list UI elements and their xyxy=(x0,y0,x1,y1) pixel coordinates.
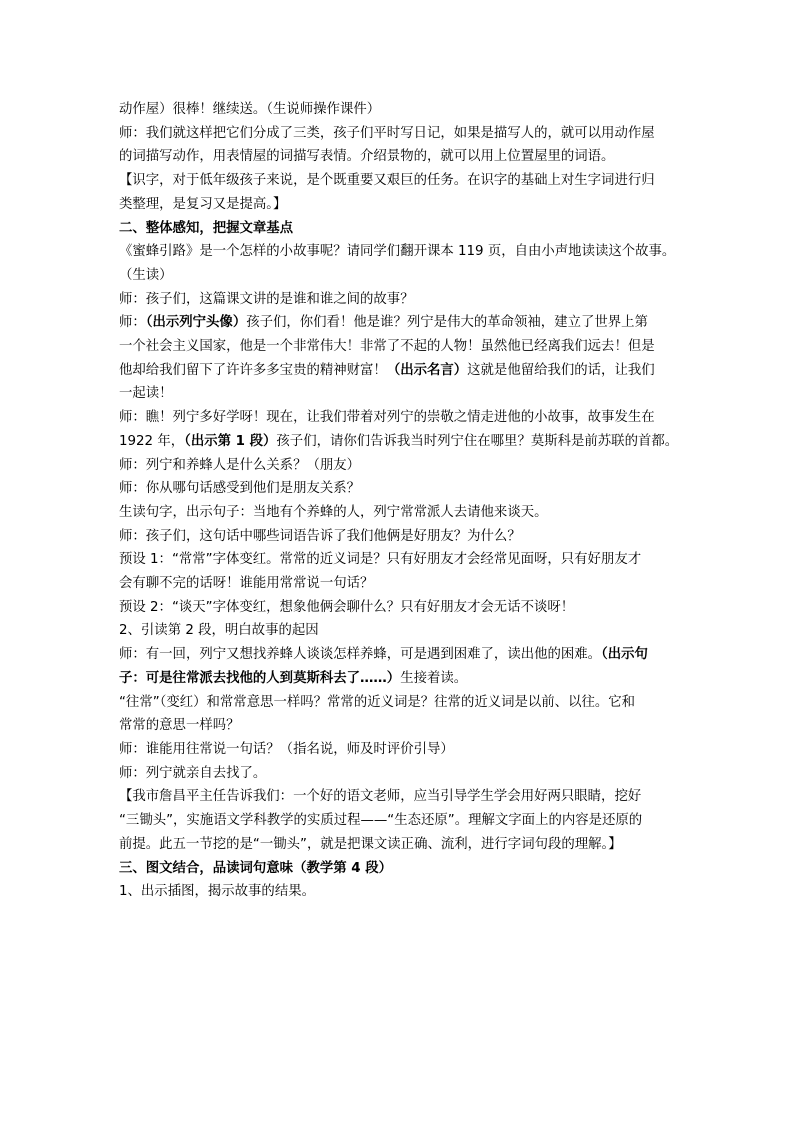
text-run: 孩子们，你们看！他是谁？列宁是伟大的革命领袖，建立了世界上第 xyxy=(246,315,648,331)
text-line: （生读） xyxy=(119,267,173,283)
section-heading: 二、整体感知，把握文章基点 xyxy=(119,220,294,236)
text-line: 会有聊不完的话呀！谁能用常常说一句话？ xyxy=(119,576,374,592)
text-line xyxy=(119,667,679,691)
text-line: 2、引读第 2 段，明白故事的起因 xyxy=(119,623,319,639)
text-line: 师：瞧！列宁多好学呀！现在，让我们带着对列宁的崇敬之情走进他的小故事，故事发生在 xyxy=(119,410,655,426)
text-line: 【我市詹昌平主任告诉我们：一个好的语文老师，应当引导学生学会用好两只眼睛，挖好 xyxy=(119,789,642,805)
text-line xyxy=(119,359,679,383)
text-line: 常常的意思一样吗？ xyxy=(119,718,240,734)
text-line: 师：孩子们，这篇课文讲的是谁和谁之间的故事？ xyxy=(119,291,414,307)
text-line: 类整理，是复习又是提高。】 xyxy=(119,196,287,212)
bold-run: （出示列宁头像） xyxy=(145,315,247,331)
text-line: 的词描写动作，用表情屋的词描写表情。介绍景物的，就可以用上位置屋里的词语。 xyxy=(119,149,615,165)
text-line: 师：列宁和养蜂人是什么关系？（朋友） xyxy=(119,457,361,473)
text-line: 师：你从哪句话感受到他们是朋友关系？ xyxy=(119,481,361,497)
text-line: 预设 1：“常常”字体变红。常常的近义词是？只有好朋友才会经常见面呀，只有好朋友才 xyxy=(119,552,642,568)
text-line: “往常”（变红）和常常意思一样吗？常常的近义词是？往常的近义词是以前、以往。它和 xyxy=(119,694,636,710)
bold-run: 子：可是往常派去找他的人到莫斯科去了……） xyxy=(119,670,401,686)
text-run: 他却给我们留下了许许多多宝贵的精神财富！ xyxy=(119,362,387,378)
text-line: 【识字，对于低年级孩子来说，是个既重要又艰巨的任务。在识字的基础上对生字词进行归 xyxy=(119,173,655,189)
text-line: “三锄头”，实施语文学科教学的实质过程——“生态还原”。理解文字面上的内容是还原的 xyxy=(119,813,643,829)
document-page xyxy=(119,98,679,904)
text-line: 一个社会主义国家，他是一个非常伟大！非常了不起的人物！虽然他已经离我们远去！但是 xyxy=(119,339,655,355)
text-run: 师： xyxy=(119,315,146,331)
text-run: 1922 年， xyxy=(119,433,185,449)
text-line: 动作屋）很棒！继续送。（生说师操作课件） xyxy=(119,102,381,117)
text-line xyxy=(119,643,679,667)
text-line: 生读句字，出示句子：当地有个养蜂的人，列宁常常派人去请他来谈天。 xyxy=(119,504,548,520)
bold-run: （出示第 1 段） xyxy=(184,433,277,449)
text-line: 1、出示插图，揭示故事的结果。 xyxy=(119,884,315,900)
section-heading: 三、图文结合，品读词句意味（教学第 4 段） xyxy=(119,860,393,876)
text-line: 前提。此五一节挖的是“一锄头”，就是把课文读正确、流利，进行字词句段的理解。】 xyxy=(119,836,622,852)
text-run: 生接着读。 xyxy=(400,670,468,686)
text-line: 师：孩子们，这句话中哪些词语告诉了我们他俩是好朋友？为什么？ xyxy=(119,528,521,544)
text-run: 这就是他留给我们的话，让我们 xyxy=(467,362,655,378)
text-run: 师：有一回，列宁又想找养蜂人谈谈怎样养蜂，可是遇到困难了，读出他的困难。 xyxy=(119,647,602,663)
bold-run: （出示句 xyxy=(601,647,648,663)
text-run: 孩子们，请你们告诉我当时列宁住在哪里？莫斯科是前苏联的首都。 xyxy=(276,433,679,449)
text-line: 师：列宁就亲自去找了。 xyxy=(119,765,267,781)
text-line xyxy=(119,311,679,335)
text-line: 一起读！ xyxy=(119,386,173,402)
bold-run: （出示名言） xyxy=(386,362,468,378)
text-line: 《蜜蜂引路》是一个怎样的小故事呢？请同学们翻开课本 119 页，自由小声地读读这个故事。 xyxy=(119,244,676,260)
text-line xyxy=(119,430,679,454)
text-line: 师：谁能用往常说一句话？（指名说，师及时评价引导） xyxy=(119,741,454,757)
text-line: 预设 2：“谈天”字体变红，想象他俩会聊什么？只有好朋友才会无话不谈呀！ xyxy=(119,599,575,615)
text-line: 师：我们就这样把它们分成了三类，孩子们平时写日记，如果是描写人的，就可以用动作屋 xyxy=(119,125,655,141)
